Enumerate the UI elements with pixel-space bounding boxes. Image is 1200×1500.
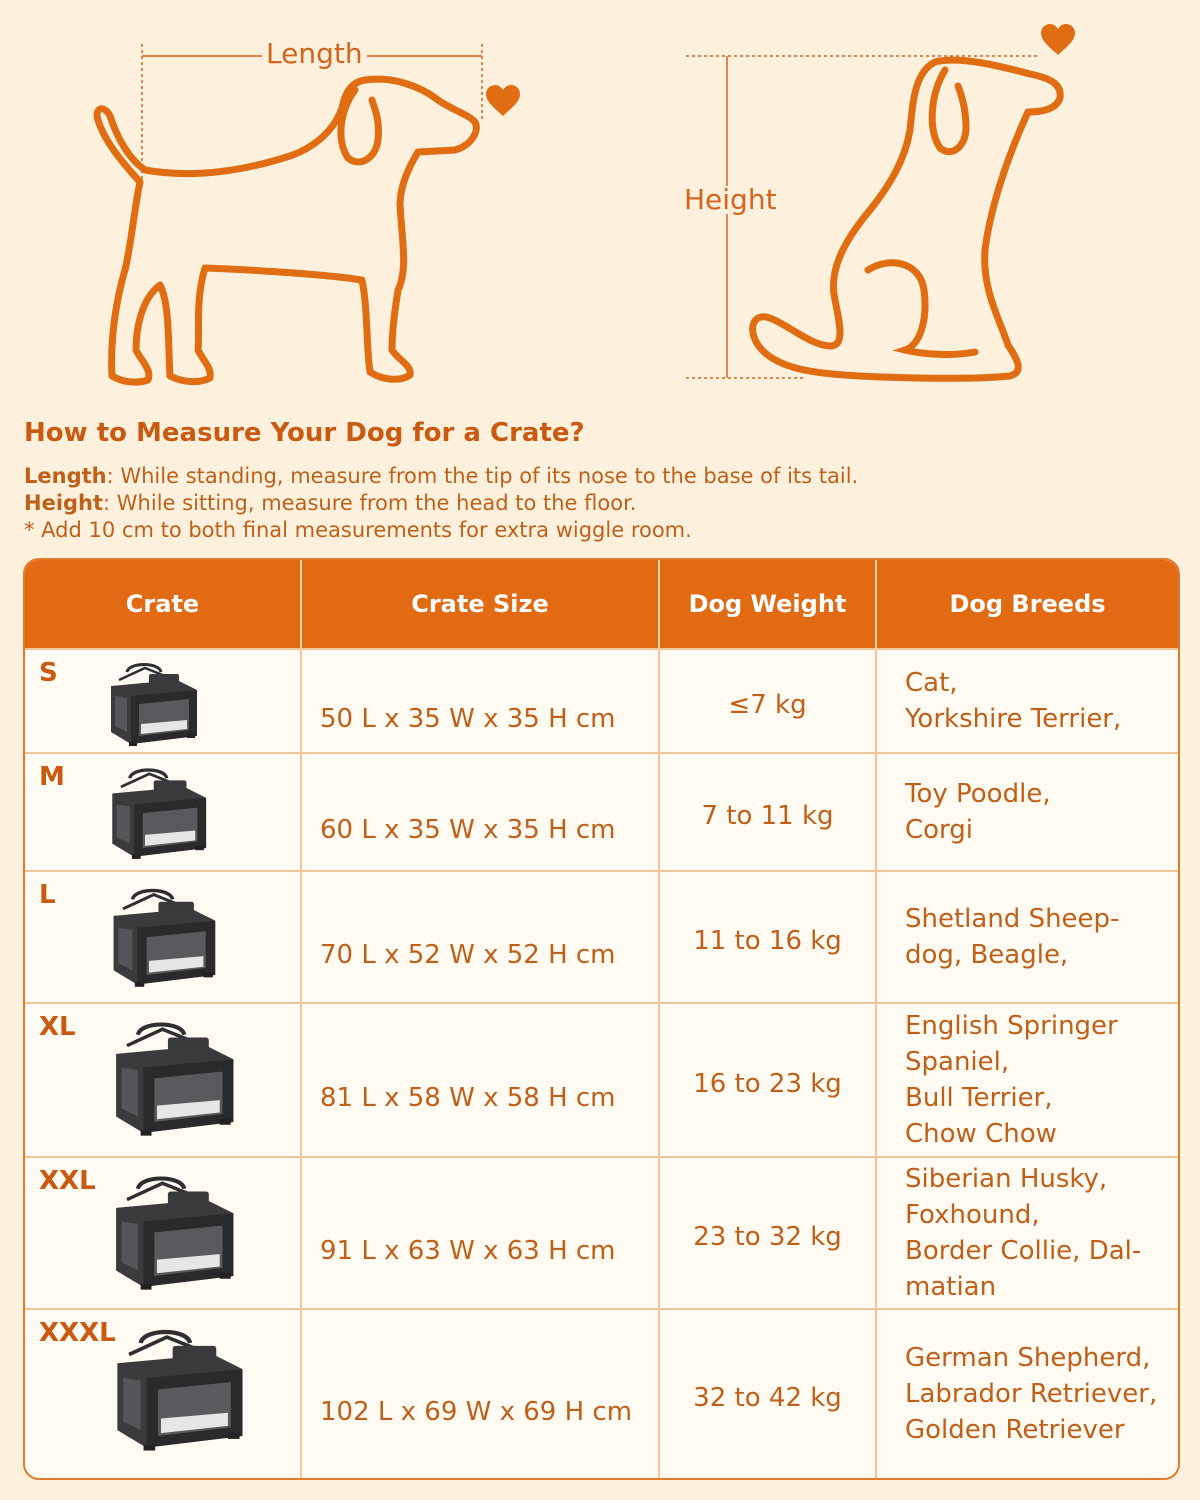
wiggle-note: * Add 10 cm to both final measurements for extra wiggle room. [24, 518, 692, 543]
dog-weight: ≤7 kg [659, 649, 876, 753]
dog-weight: 23 to 32 kg [659, 1157, 876, 1309]
size-label: XL [39, 1012, 76, 1042]
header-crate: Crate [25, 560, 301, 649]
dog-weight: 7 to 11 kg [659, 753, 876, 871]
crate-cell [25, 871, 301, 1003]
dog-outlines [0, 0, 1200, 400]
crate-cell [25, 1157, 301, 1309]
crate-dimensions: 102 L x 69 W x 69 H cm [301, 1309, 659, 1478]
crate-cell [25, 753, 301, 871]
table-row [25, 1003, 1178, 1157]
dog-weight: 11 to 16 kg [659, 871, 876, 1003]
dog-breeds: English Springer Spaniel, Bull Terrier, Chow Chow [876, 1003, 1178, 1157]
header-dog-breeds: Dog Breeds [876, 560, 1178, 649]
length-term: Length [24, 464, 107, 489]
size-label: M [39, 762, 65, 792]
table-row [25, 1309, 1178, 1478]
size-label: XXXL [39, 1318, 116, 1348]
standing-dog-ear [341, 90, 378, 162]
crate-image [97, 1166, 247, 1296]
crate-image [97, 880, 227, 992]
height-term: Height [24, 491, 104, 516]
size-label: S [39, 658, 58, 688]
crate-cell [25, 649, 301, 753]
table-row [25, 649, 1178, 753]
crate-cell [25, 1003, 301, 1157]
dog-breeds: Cat, Yorkshire Terrier, [876, 649, 1178, 753]
dog-weight: 32 to 42 kg [659, 1309, 876, 1478]
size-chart-table [23, 558, 1180, 1480]
table-row [25, 1157, 1178, 1309]
header-crate-size: Crate Size [301, 560, 659, 649]
dog-breeds: German Shepherd, Labrador Retriever, Golden Retriever [876, 1309, 1178, 1478]
sitting-dog-outline [753, 60, 1061, 378]
size-label: L [39, 880, 56, 910]
height-instruction [24, 490, 1174, 517]
table-row [25, 871, 1178, 1003]
dog-breeds: Shetland Sheep- dog, Beagle, [876, 871, 1178, 1003]
table-row [25, 753, 1178, 871]
sitting-dog-ear [932, 70, 966, 152]
dog-breeds: Toy Poodle, Corgi [876, 753, 1178, 871]
height-heart-icon [1041, 24, 1075, 55]
crate-dimensions: 91 L x 63 W x 63 H cm [301, 1157, 659, 1309]
height-label: Height [680, 186, 781, 214]
measure-instructions [24, 418, 1174, 544]
crate-image [97, 1012, 247, 1142]
crate-dimensions: 81 L x 58 W x 58 H cm [301, 1003, 659, 1157]
crate-dimensions: 50 L x 35 W x 35 H cm [301, 649, 659, 753]
crate-cell [25, 1309, 301, 1478]
crate-image [97, 1318, 257, 1458]
table-header-row [25, 560, 1178, 649]
sitting-dog-leg [868, 263, 975, 355]
length-instruction [24, 463, 1174, 490]
dog-breeds: Siberian Husky, Foxhound, Border Collie, Dal- matian [876, 1157, 1178, 1309]
crate-dimensions: 60 L x 35 W x 35 H cm [301, 753, 659, 871]
height-text: : While sitting, measure from the head to the floor. [103, 491, 637, 516]
crate-image [97, 658, 207, 748]
length-label: Length [262, 40, 367, 68]
standing-dog-outline [97, 79, 476, 382]
crate-image [97, 762, 217, 862]
dog-weight: 16 to 23 kg [659, 1003, 876, 1157]
instructions-title: How to Measure Your Dog for a Crate? [24, 418, 585, 448]
crate-dimensions: 70 L x 52 W x 52 H cm [301, 871, 659, 1003]
length-heart-icon [486, 85, 520, 116]
size-label: XXL [39, 1166, 96, 1196]
length-text: : While standing, measure from the tip of its nose to the base of its tail. [106, 464, 859, 489]
measurement-illustrations [0, 0, 1200, 400]
header-dog-weight: Dog Weight [659, 560, 876, 649]
